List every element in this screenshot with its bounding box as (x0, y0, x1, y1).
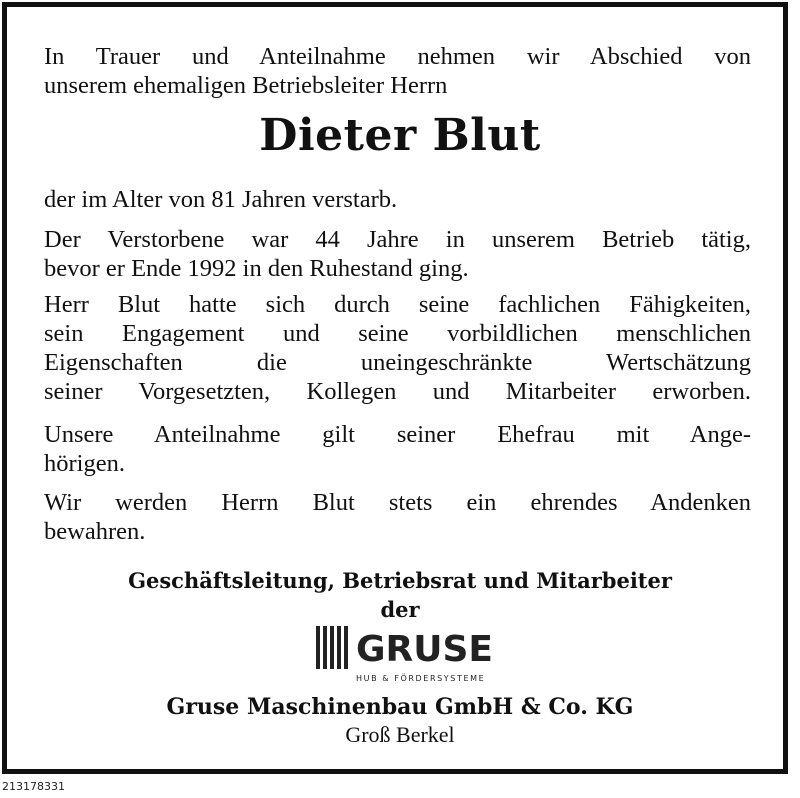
intro-line-1: In Trauer und Anteilnahme nehmen wir Abschied von (44, 43, 751, 70)
signature-line-2: der (380, 597, 420, 622)
service-line-2: bevor er Ende 1992 in den Ruhestand ging. (44, 255, 469, 282)
paragraph-tribute (44, 290, 751, 406)
paragraph-memory (44, 488, 751, 546)
condolence-line-1: Unsere Anteilnahme gilt seiner Ehefrau mit Ange- (44, 421, 751, 448)
paragraph-condolence (44, 420, 751, 478)
company-logo (316, 626, 494, 686)
tribute-line-2: sein Engagement und seine vorbildlichen menschlichen (44, 320, 751, 347)
condolence-line-2: hörigen. (44, 450, 125, 477)
tribute-line-3: Eigenschaften die uneingeschränkte Wertschätzung (44, 349, 751, 376)
age-line: der im Alter von 81 Jahren verstarb. (44, 186, 398, 213)
company-name: Gruse Maschinenbau GmbH & Co. KG (166, 694, 634, 720)
logo-subtitle: HUB & FÖRDERSYSTEME (356, 674, 486, 683)
reference-number: 213178331 (2, 780, 65, 793)
tribute-line-4: seiner Vorgesetzten, Kollegen und Mitarbeiter erworben. (44, 378, 751, 405)
company-location: Groß Berkel (345, 722, 455, 747)
logo-bars-icon (316, 626, 348, 669)
service-line-1: Der Verstorbene war 44 Jahre in unserem Betrieb tätig, (44, 226, 751, 253)
paragraph-age (44, 185, 751, 214)
signature-line-1: Geschäftsleitung, Betriebsrat und Mitarbeiter (128, 568, 672, 593)
deceased-name: Dieter Blut (259, 110, 541, 161)
intro-line-2: unserem ehemaligen Betriebsleiter Herrn (44, 72, 448, 99)
intro-paragraph (44, 42, 751, 100)
logo-word: GRUSE (356, 629, 494, 670)
tribute-line-1: Herr Blut hatte sich durch seine fachlichen Fähigkeiten, (44, 291, 751, 318)
memory-line-2: bewahren. (44, 518, 146, 545)
paragraph-service (44, 225, 751, 283)
memory-line-1: Wir werden Herrn Blut stets ein ehrendes Andenken (44, 489, 751, 516)
